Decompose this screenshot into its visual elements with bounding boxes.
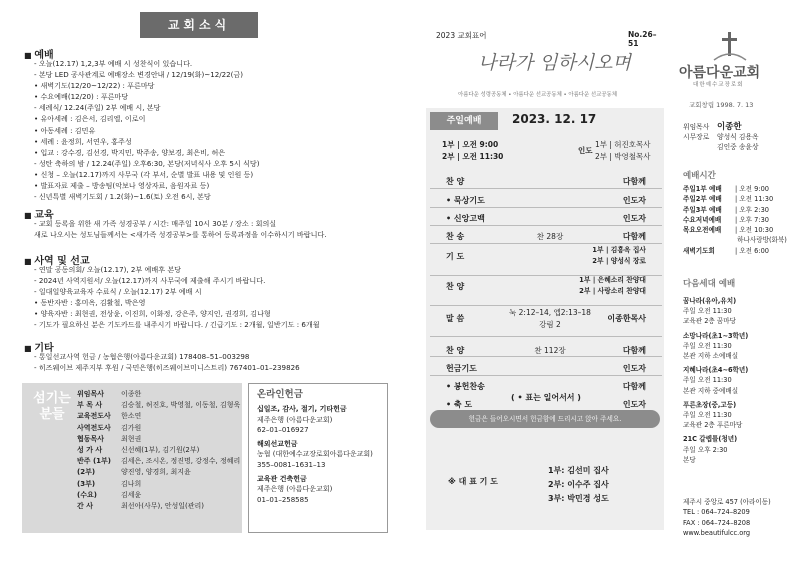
- news-line: • 동반자반 : 홍미옥, 김활철, 박은영: [34, 298, 146, 308]
- order-name: 기 도: [446, 252, 465, 261]
- staff-names: 김가원: [121, 423, 142, 432]
- news-line: • 수요예배(12/20) : 푸른마당: [34, 92, 129, 102]
- staff-row: [77, 389, 242, 400]
- staff-row: [77, 479, 242, 490]
- gen-line: 주일 오전 11:30: [683, 411, 732, 420]
- order-name: • 축 도: [446, 400, 473, 409]
- pastor-role: 위임목사: [683, 123, 710, 131]
- gen-line: 주일 오전 11:30: [683, 341, 732, 350]
- elders-line-1: 양성식 김용옥: [717, 133, 759, 141]
- tel: TEL : 064–724–8209: [683, 508, 750, 517]
- standing-note: ( • 표는 일어서서 ): [511, 393, 581, 402]
- news-line: - 성탄 축하의 밤 / 12.24(주일) 오후6:30, 본당(저녁식사 오후 5시 식당): [34, 158, 260, 168]
- section-lines: [34, 351, 404, 373]
- gen-line: 주일 오전 11:30: [683, 376, 732, 385]
- news-line: - 일대일양육교육자 수료식 / 오늘(12.17) 2부 예배 시: [34, 287, 202, 297]
- gen-line: 주일 오전 11:30: [683, 307, 732, 316]
- order-person: 다함께: [622, 382, 646, 391]
- next-gen-services: [683, 292, 798, 465]
- staff-names: 양진영, 양경희, 최지윤: [121, 468, 191, 477]
- staff-role: 간 사: [77, 501, 93, 510]
- staff-role: 성 가 사: [77, 445, 103, 454]
- staff-names: 김승철, 허진호, 박영철, 이동철, 김형욱: [121, 401, 241, 410]
- order-name: • 봉헌찬송: [446, 382, 485, 391]
- news-line: 새로 나오시는 성도님들께서는 <새가족 성경공부>를 통하여 등록과정을 이수하시기 바랍니다.: [34, 230, 327, 240]
- online-group-name: 해외선교헌금: [257, 440, 298, 449]
- section-lines: [34, 264, 404, 331]
- order-name: 말 씀: [446, 314, 465, 323]
- service-title: 주일예배: [430, 112, 498, 130]
- order-divider: [430, 375, 662, 376]
- lead-label: 인도: [578, 146, 593, 155]
- time-value: | 오후 2:30: [735, 205, 769, 214]
- order-content: 눅 2:12–14, 엡2:13–18 강림 2: [509, 308, 591, 329]
- contact-info: [683, 497, 771, 538]
- news-line: - 히즈웨이브 제주지부 후원 / 국민은행(히즈웨이브미니스트리) 767401–01–239826: [34, 363, 300, 373]
- order-person: 1부 | 은혜소리 찬양대 2부 | 사랑소리 찬양대: [579, 276, 646, 295]
- worship-page: [400, 0, 665, 566]
- news-line: - 기도가 필요하신 분은 기도카드를 내주시기 바랍니다. / 긴급기도 : 2개월, 일반기도 : 6개월: [34, 320, 320, 330]
- schedule-p2-time: 2부 | 오전 11:30: [442, 152, 504, 161]
- staff-role: 부 목 사: [77, 401, 103, 410]
- staff-role: 위임목사: [77, 390, 105, 398]
- elders-line-2: 김인중 송윤상: [717, 143, 759, 151]
- news-banner: 교회소식: [140, 12, 258, 38]
- founded-date: 교회창립 1998. 7. 13: [689, 101, 754, 109]
- time-label: 주일3부 예배: [683, 205, 722, 214]
- order-divider: [430, 305, 662, 306]
- staff-role: 사역전도사: [77, 423, 111, 432]
- info-page: [665, 0, 800, 566]
- order-name: 찬 양: [446, 282, 465, 291]
- time-label: 주일2부 예배: [683, 195, 722, 204]
- section-lines: [34, 218, 404, 240]
- order-person: 다함께: [622, 232, 646, 241]
- staff-role: (3부): [77, 479, 96, 488]
- section-lines: [34, 58, 404, 202]
- order-person: 인도자: [622, 196, 646, 205]
- motto-calligraphy: 나라가 임하시오며: [478, 52, 631, 74]
- section-title: ■ 사역 및 선교: [24, 252, 90, 267]
- website[interactable]: www.beautifulcc.org: [683, 528, 751, 537]
- staff-row: [77, 501, 242, 512]
- year-label: 2023 교회표어: [436, 31, 487, 40]
- online-group-line: 62–01–016927: [257, 425, 309, 434]
- order-person: 인도자: [622, 364, 646, 373]
- order-person: 이종한목사: [607, 314, 646, 323]
- online-offering-box: [248, 383, 388, 533]
- online-offering-title: 온라인헌금: [257, 389, 303, 400]
- gen-name: 21C 갈렙틀(청년): [683, 435, 738, 444]
- schedule-p2-lead: 2부 | 박영철목사: [595, 152, 651, 161]
- time-value: | 오전 9:00: [735, 185, 769, 193]
- staff-label: 섬기는 분들: [33, 391, 71, 422]
- staff-row: [77, 434, 242, 445]
- staff-row: [77, 423, 242, 434]
- online-group-name: 교육관 건축헌금: [257, 475, 307, 484]
- prayer-label: ※ 대 표 기 도: [448, 477, 498, 486]
- service-date: 2023. 12. 17: [512, 112, 597, 126]
- news-line: - 연말 공동의회/ 오늘(12.17), 2부 예배후 본당: [34, 265, 182, 274]
- prayer-entry: 2부: 이수주 집사: [548, 480, 609, 489]
- news-line: • 세례 : 윤정희, 서연우, 홍주성: [34, 136, 132, 146]
- time-value: | 오전 10:30: [735, 226, 774, 235]
- order-divider: [430, 207, 662, 208]
- gen-line: 교육관 2층 꿈마당: [683, 317, 736, 326]
- news-line: - 2024년 사역지원서/ 오늘(12.17)까지 사무국에 제출해 주시기 바랍니다.: [34, 276, 266, 286]
- order-content: 찬 28장: [536, 232, 564, 241]
- order-content: 찬 112장: [534, 346, 566, 355]
- online-group-line: 제주은행 (아름다운교회): [257, 485, 333, 494]
- section-title: ■ 기타: [24, 339, 54, 354]
- staff-names: 최선아(사무), 안성일(관리): [121, 501, 204, 510]
- staff-row: [77, 490, 242, 501]
- order-person: 인도자: [622, 214, 646, 223]
- gen-line: 본관 지하 중예배실: [683, 386, 739, 395]
- order-person: 다함께: [622, 346, 646, 355]
- news-line: • 입교 : 강수경, 김선경, 박지민, 박주송, 양보경, 최은비, 허은: [34, 147, 226, 157]
- pastor-name: 이종한: [717, 122, 742, 132]
- order-name: 찬 양: [446, 177, 465, 186]
- time-value: | 오전 6:00: [735, 246, 769, 255]
- order-person: 인도자: [622, 400, 646, 409]
- news-line: • 신청 – 오늘(12.17)까지 사무국 (각 부서, 순별 발표 내용 및 인원 등): [34, 169, 254, 179]
- staff-names: 한소연: [121, 412, 142, 421]
- staff-list: [77, 389, 242, 512]
- news-line: - 통일선교사역 헌금 / 농협은행(아름다운교회) 178408–51–003298: [34, 352, 250, 361]
- online-group-line: 01–01–258585: [257, 495, 309, 504]
- order-divider: [430, 275, 662, 276]
- time-row: [683, 215, 798, 225]
- staff-row: [77, 445, 242, 456]
- issue-number: No.26–51: [628, 30, 657, 48]
- time-row: [683, 194, 798, 204]
- section-title: ■ 예배: [24, 46, 54, 61]
- gen-name: 소망나라(초1~3학년): [683, 331, 749, 340]
- news-line: • 양육자반 : 최현권, 전상윤, 이진희, 이화정, 강은주, 양지인, 권경희, 김나형: [34, 309, 271, 319]
- time-label: 새벽기도회: [683, 246, 715, 255]
- times-title: 예배시간: [683, 171, 716, 181]
- staff-names: 김세윤: [121, 490, 142, 499]
- time-row: [683, 246, 798, 256]
- staff-names: 김나희: [121, 479, 142, 488]
- order-divider: [430, 188, 662, 189]
- fax: FAX : 064–724–8208: [683, 518, 751, 527]
- staff-row: [77, 467, 242, 478]
- gen-line: 본당: [683, 455, 696, 464]
- news-line: - 교회 등록을 위한 새 가족 성경공부 / 시간: 매주일 10시 30분 / 장소 : 회의실: [34, 219, 277, 228]
- staff-names: 김세은, 조시온, 정진명, 강정수, 정혜리: [121, 457, 241, 466]
- prayer-entry: 1부: 김선미 집사: [548, 466, 609, 475]
- time-row: [683, 184, 798, 194]
- time-value: 하나사랑방(화북): [735, 236, 787, 245]
- news-line: • 유아세례 : 김은서, 김리엘, 이로이: [34, 114, 146, 124]
- staff-row: [77, 411, 242, 422]
- online-group-line: 355–0081–1631–13: [257, 460, 326, 469]
- staff-row: [77, 456, 242, 467]
- time-value: | 오전 11:30: [735, 195, 774, 204]
- pastor-info: [683, 122, 798, 152]
- gen-title: 다음세대 예배: [683, 279, 736, 289]
- prayer-entry: 3부: 박민경 성도: [548, 494, 609, 503]
- online-offering-groups: [257, 404, 379, 505]
- section-title: ■ 교육: [24, 206, 54, 221]
- gen-name: 지혜나라(초4~6학년): [683, 366, 749, 375]
- order-person: 1부 | 김흥옥 집사 2부 | 양성식 장로: [592, 246, 646, 265]
- community-line: 아름다운 성령공동체 • 아름다운 선교공동체 • 아름다운 선교공동체: [458, 92, 617, 98]
- order-name: 찬 송: [446, 232, 465, 241]
- elders-role: 시무장로: [683, 133, 710, 141]
- denomination: 대한예수교장로회: [693, 82, 744, 88]
- order-divider: [430, 356, 662, 357]
- offering-announcement: 헌금은 들어오시면서 헌금함에 드리시고 앉아 주세요.: [430, 410, 660, 428]
- prayer-list: [548, 464, 609, 506]
- news-line: • 새벽기도(12/20~12/22) : 푸른마당: [34, 81, 155, 91]
- staff-role: (수요): [77, 490, 97, 499]
- time-label: 수요저녁예배: [683, 215, 722, 224]
- schedule-p1-time: 1부 | 오전 9:00: [442, 140, 499, 149]
- gen-line: 본관 지하 소예배실: [683, 352, 739, 361]
- staff-role: 협동목사: [77, 434, 105, 443]
- schedule-p1-lead: 1부 | 허진호목사: [595, 140, 651, 149]
- time-label: 목요오전예배: [683, 226, 722, 235]
- gen-name: 꿈나라(유아,유치): [683, 297, 737, 305]
- staff-names: 최현권: [121, 434, 142, 443]
- gen-line: 주일 오후 2:30: [683, 445, 728, 454]
- staff-role: 교육전도사: [77, 412, 111, 421]
- order-name: • 신앙고백: [446, 214, 485, 223]
- staff-names: 이종한: [121, 390, 142, 398]
- order-divider: [430, 225, 662, 226]
- time-value: | 오후 7:30: [735, 215, 769, 224]
- staff-box: [22, 383, 242, 533]
- news-line: • 발표자료 제출 – 방송팀(악보나 영상자료, 음원자료 등): [34, 181, 210, 191]
- order-person: 다함께: [622, 177, 646, 186]
- news-line: - 오늘(12.17) 1,2,3부 예배 시 성찬식이 있습니다.: [34, 59, 193, 68]
- time-row: [683, 205, 798, 215]
- news-line: - 세례식/ 12.24(주일) 2부 예배 시, 본당: [34, 103, 161, 113]
- church-name: 아름다운교회: [679, 65, 761, 81]
- online-group-line: 제주은행 (아름다운교회): [257, 415, 333, 424]
- church-cross-icon: [712, 32, 748, 62]
- staff-names: 신선혜(1부), 김기원(2부): [121, 445, 200, 454]
- online-group-line: 농협 (대한예수교장로회아름다운교회): [257, 450, 373, 459]
- gen-name: 푸른초장(중,고등): [683, 400, 737, 409]
- staff-row: [77, 400, 242, 411]
- time-row: [683, 225, 798, 235]
- order-divider: [430, 336, 662, 337]
- order-divider: [430, 243, 662, 244]
- order-name: • 묵상기도: [446, 196, 485, 205]
- time-label: 주일1부 예배: [683, 185, 722, 193]
- gen-line: 교육관 2층 푸른마당: [683, 421, 743, 430]
- staff-role: (2부): [77, 468, 96, 477]
- staff-role: 반주 (1부): [77, 457, 111, 466]
- news-line: - 신년특별 새벽기도회 / 1.2(화)~1.6(토) 오전 6시, 본당: [34, 192, 211, 202]
- news-line: - 본당 LED 공사관계로 예배장소 변경안내 / 12/19(화)~12/22(금): [34, 70, 244, 80]
- address: 제주시 중앙로 457 (아라이동): [683, 498, 771, 506]
- time-row: [683, 235, 798, 245]
- order-name: 헌금기도: [446, 364, 477, 373]
- news-line: • 아동세례 : 김민유: [34, 125, 96, 135]
- order-name: 찬 양: [446, 346, 465, 355]
- online-group-name: 십일조, 감사, 절기, 기타헌금: [257, 405, 347, 414]
- worship-times: [683, 184, 798, 256]
